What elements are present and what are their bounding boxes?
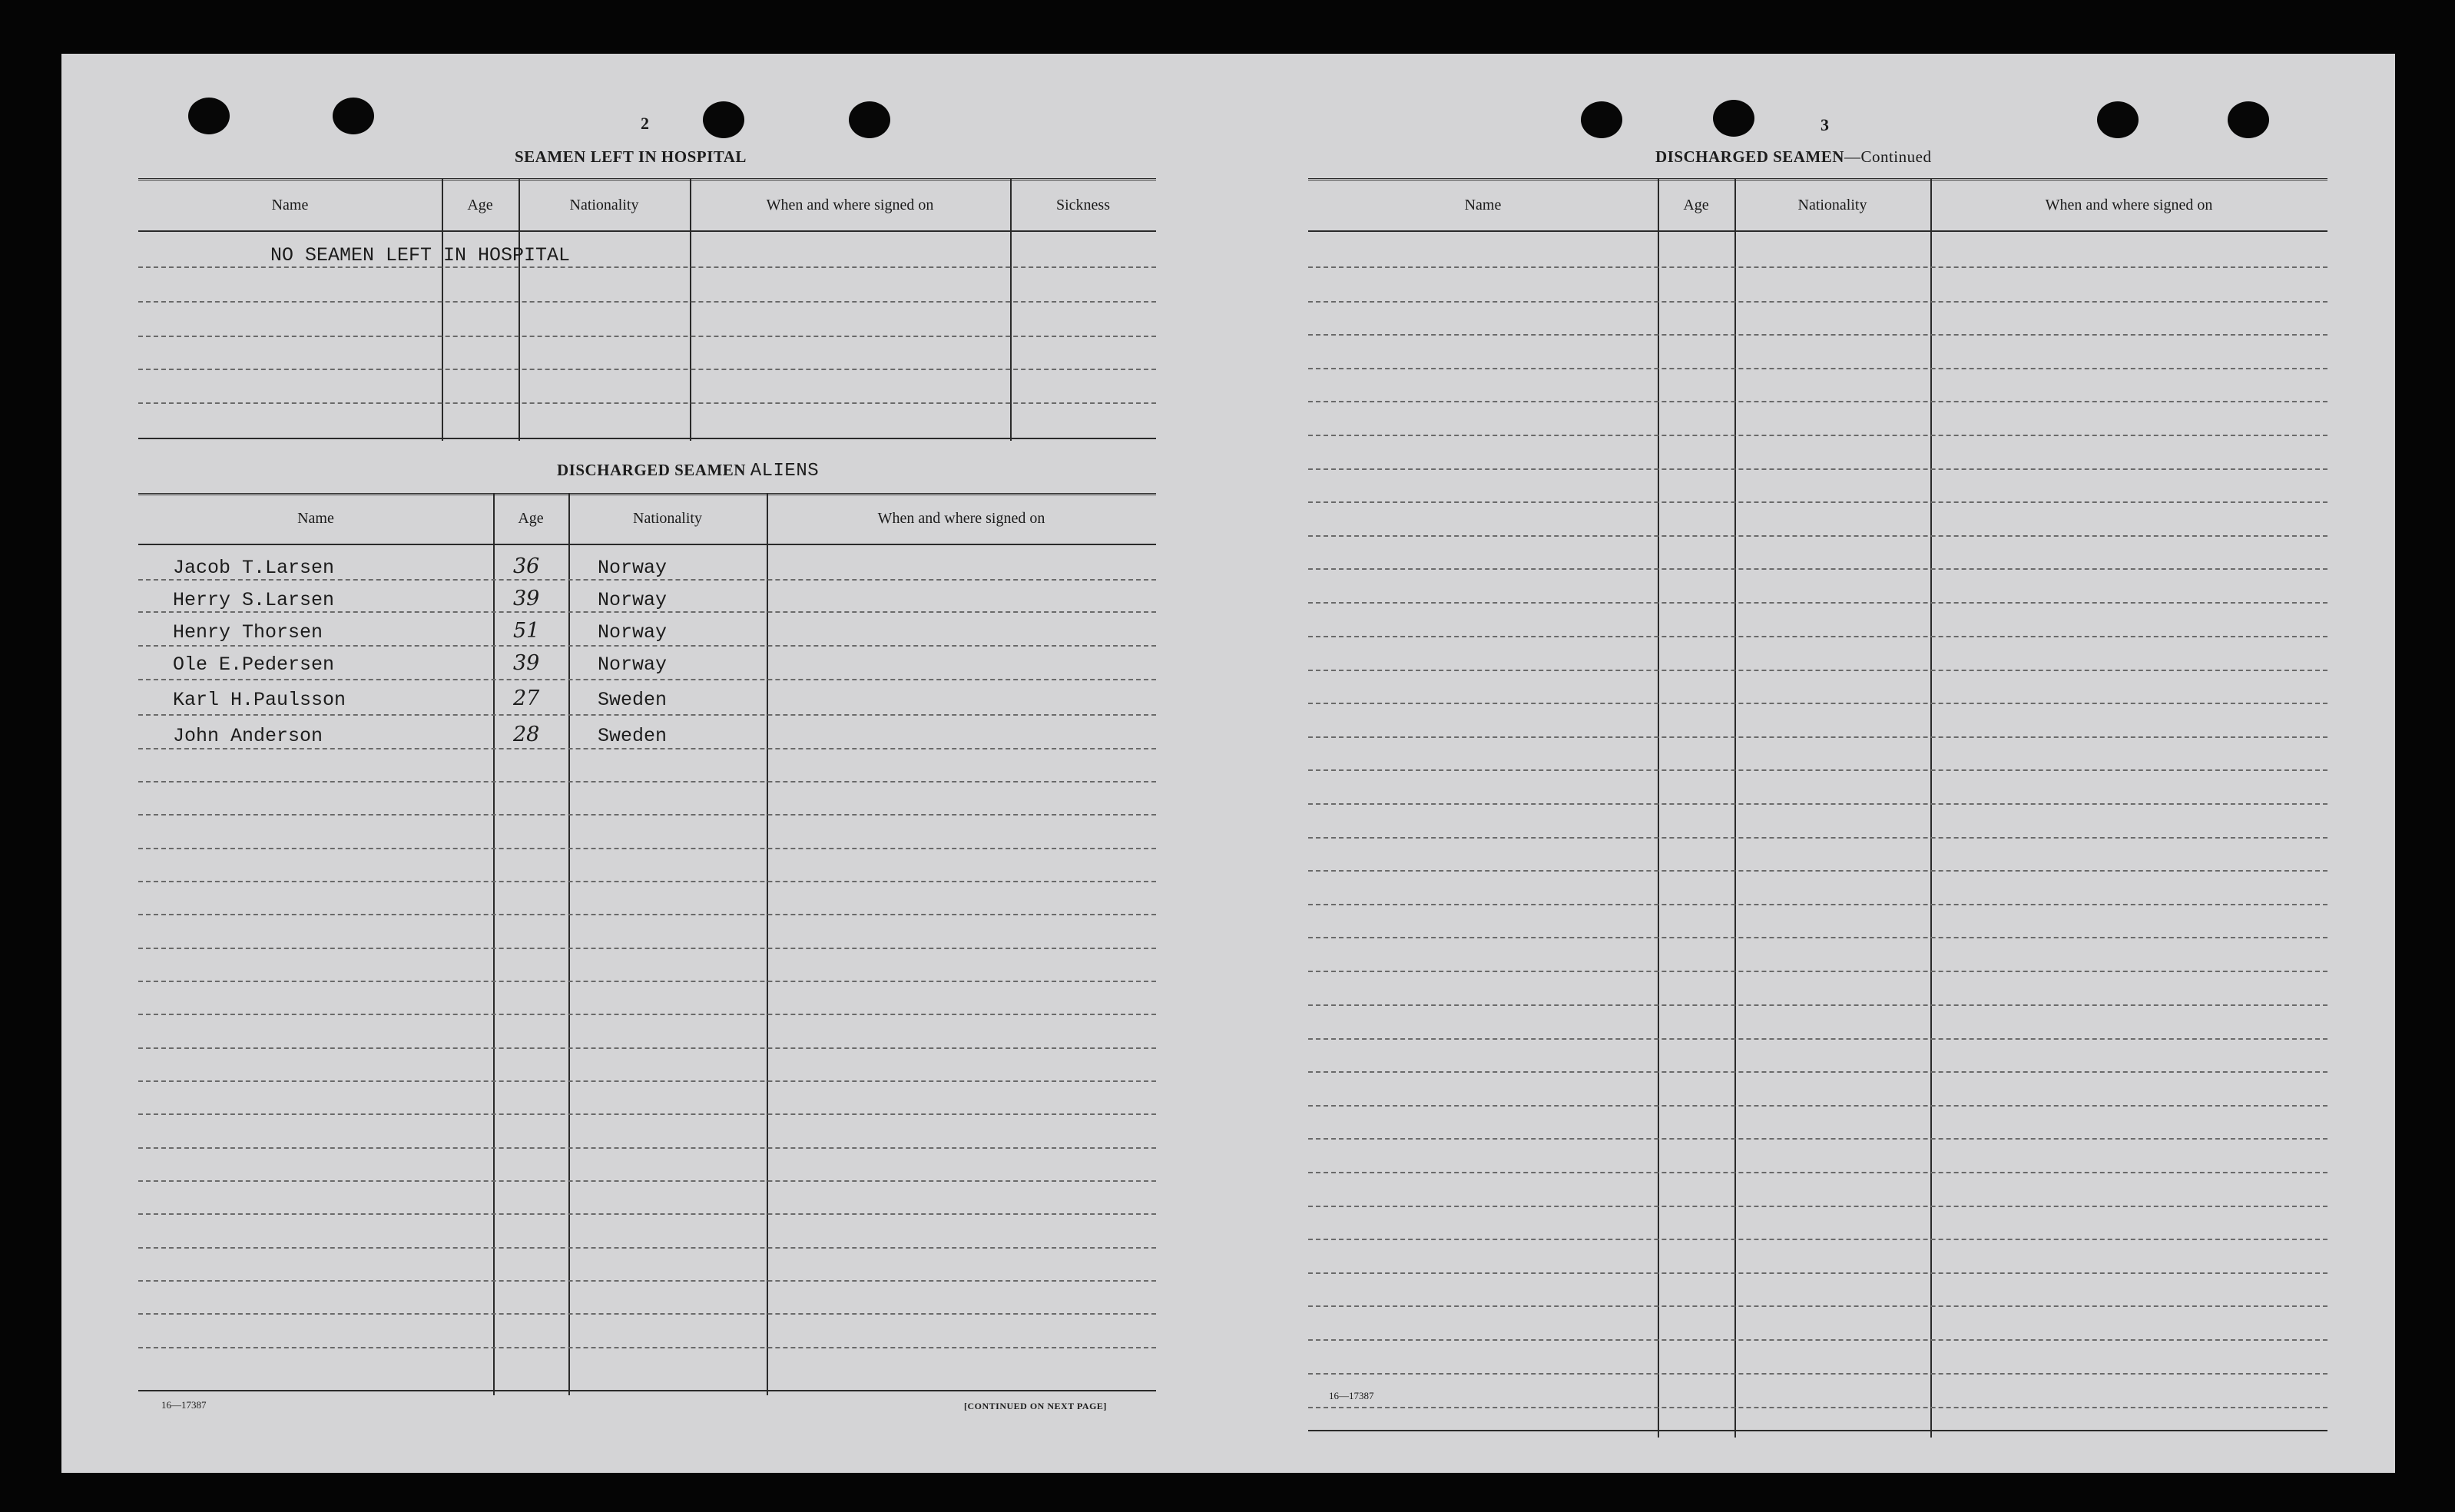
seaman-nationality: Norway xyxy=(598,621,668,644)
discharged-aliens-title xyxy=(557,461,819,481)
column-header-name: Name xyxy=(1464,197,1502,213)
punch-hole xyxy=(2228,101,2269,138)
punch-hole xyxy=(1581,101,1622,138)
seaman-nationality: Sweden xyxy=(598,689,668,711)
punch-hole xyxy=(188,98,230,134)
punch-hole xyxy=(849,101,890,138)
no-seamen-note: NO SEAMEN LEFT IN HOSPITAL xyxy=(270,244,571,266)
hospital-table xyxy=(138,178,1156,441)
continued-note: [CONTINUED ON NEXT PAGE] xyxy=(964,1401,1107,1411)
column-header-nationality: Nationality xyxy=(1797,197,1867,213)
seaman-age: 36 xyxy=(513,554,540,578)
column-header-age: Age xyxy=(1683,197,1709,213)
page-number: 2 xyxy=(641,114,649,133)
discharged-title-printed: DISCHARGED SEAMEN xyxy=(557,461,746,479)
punch-hole xyxy=(333,98,374,134)
seaman-name: Karl H.Paulsson xyxy=(173,689,346,711)
punch-hole xyxy=(2097,101,2139,138)
discharged-continued-title xyxy=(1655,147,1931,167)
column-header-signed-on: When and where signed on xyxy=(766,197,934,213)
seaman-age: 39 xyxy=(513,651,540,675)
seaman-nationality: Norway xyxy=(598,653,668,676)
discharged-title: DISCHARGED SEAMEN xyxy=(1655,147,1844,166)
seaman-age: 28 xyxy=(513,723,540,746)
discharged-title-typed: ALIENS xyxy=(750,461,820,481)
hospital-section-title: SEAMEN LEFT IN HOSPITAL xyxy=(515,147,747,166)
seaman-nationality: Sweden xyxy=(598,725,668,747)
seaman-name: Herry S.Larsen xyxy=(173,589,335,611)
punch-hole xyxy=(1713,100,1754,137)
column-header-age: Age xyxy=(518,510,544,527)
document-sheet xyxy=(61,54,2395,1473)
punch-hole xyxy=(703,101,744,138)
continued-suffix: —Continued xyxy=(1844,147,1932,166)
form-number: 16—17387 xyxy=(1329,1390,1374,1401)
column-header-signed-on: When and where signed on xyxy=(877,510,1045,527)
column-header-sickness: Sickness xyxy=(1056,197,1110,213)
column-header-nationality: Nationality xyxy=(569,197,639,213)
seaman-age: 27 xyxy=(513,687,540,710)
discharged-continued-table xyxy=(1308,178,2327,1438)
column-header-name: Name xyxy=(297,510,334,527)
seaman-name: Jacob T.Larsen xyxy=(173,557,335,579)
column-header-signed-on: When and where signed on xyxy=(2045,197,2213,213)
column-header-name: Name xyxy=(271,197,309,213)
form-number: 16—17387 xyxy=(161,1399,207,1411)
seaman-name: Henry Thorsen xyxy=(173,621,323,644)
seaman-nationality: Norway xyxy=(598,589,668,611)
column-header-age: Age xyxy=(467,197,493,213)
seaman-name: Ole E.Pedersen xyxy=(173,653,335,676)
page-number: 3 xyxy=(1821,115,1829,134)
column-header-nationality: Nationality xyxy=(633,510,702,527)
seaman-age: 39 xyxy=(513,587,540,610)
seaman-age: 51 xyxy=(513,619,540,643)
seaman-name: John Anderson xyxy=(173,725,323,747)
seaman-nationality: Norway xyxy=(598,557,668,579)
